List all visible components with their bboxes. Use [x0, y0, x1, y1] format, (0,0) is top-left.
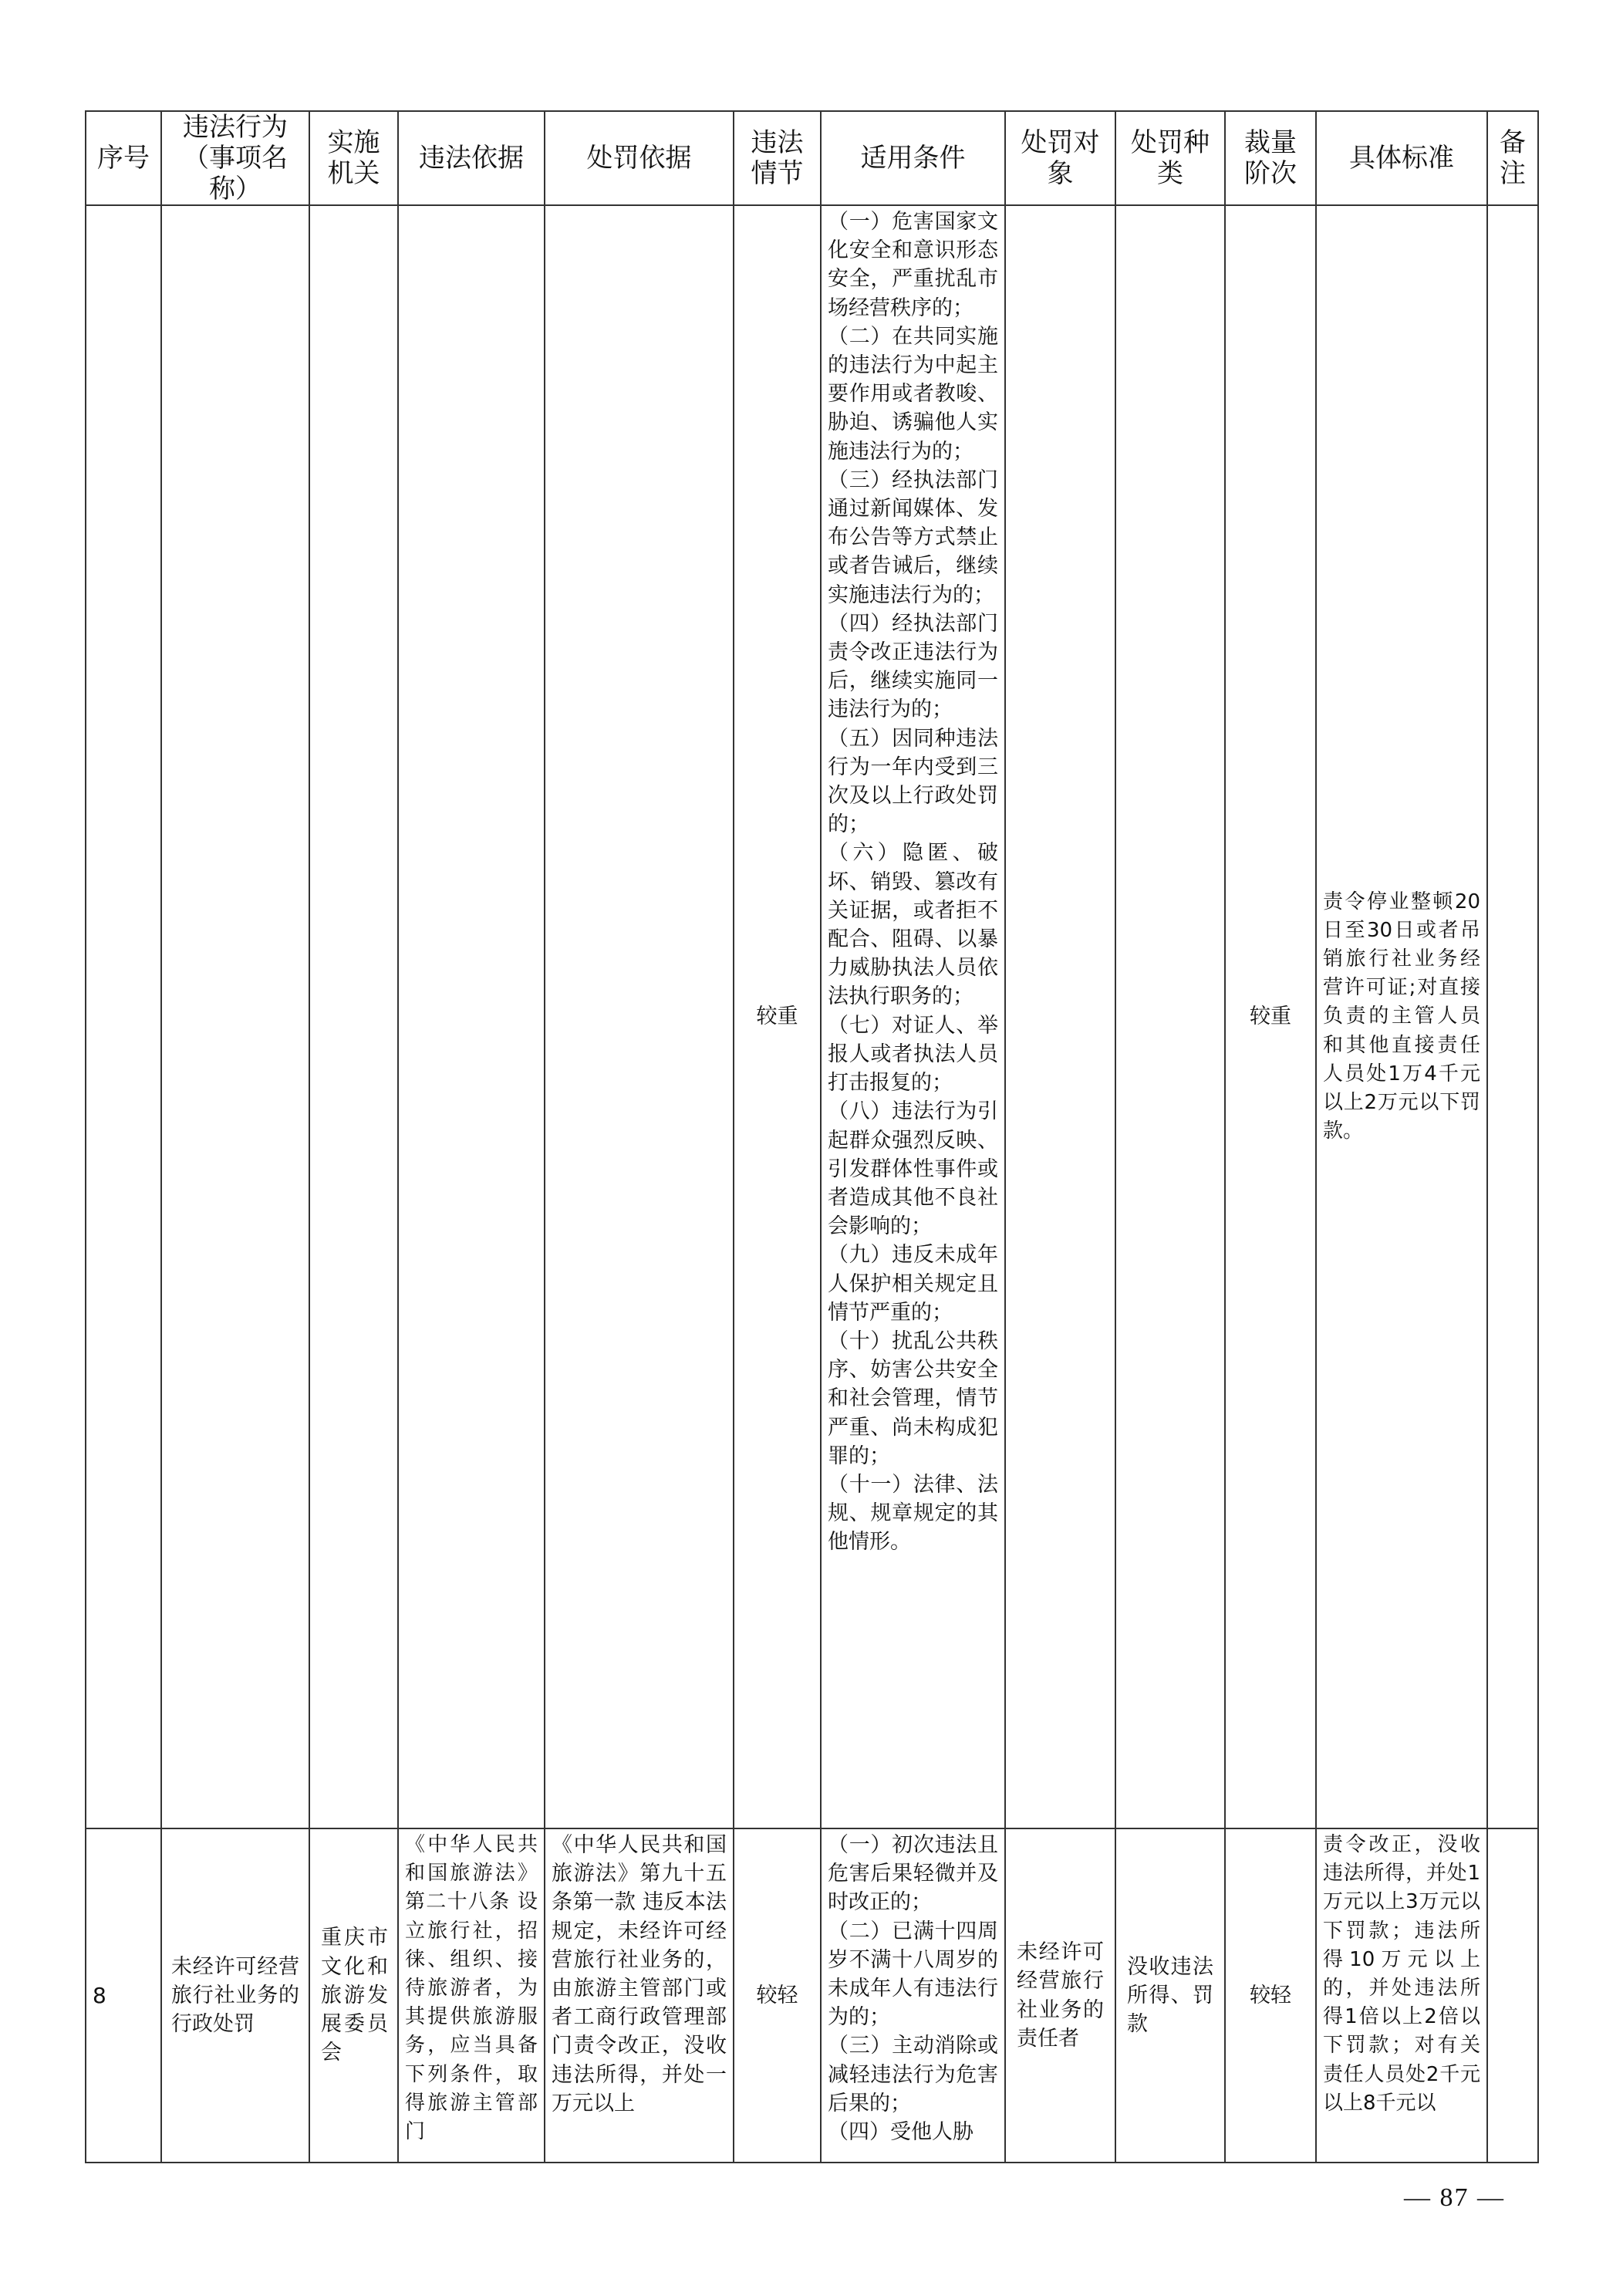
header-conditions: 适用条件 — [821, 111, 1005, 205]
cell-standard: 责令停业整顿20日至30日或者吊销旅行社业务经营许可证;对直接负责的主管人员和其他直接责任人员处1万4千元以上2万元以下罚款。 — [1316, 205, 1487, 1828]
page-number: — 87 — — [1404, 2183, 1505, 2212]
cell-remarks — [1487, 1828, 1538, 2163]
cell-standard: 责令改正，没收违法所得，并处1万元以上3万元以下罚款；违法所得10万元以上的，并处违法所得1倍以上2倍以下罚款；对有关责任人员处2千元以上8千元以 — [1316, 1828, 1487, 2163]
cell-level: 较重 — [1225, 205, 1316, 1828]
header-penalty-type: 处罚种类 — [1115, 111, 1225, 205]
condition-item: （十一）法律、法规、规章规定的其他情形。 — [828, 1472, 998, 1555]
header-penalty-basis: 处罚依据 — [545, 111, 734, 205]
condition-item: （五）因同种违法行为一年内受到三次及以上行政处罚的； — [828, 726, 998, 837]
condition-item: （六）隐匿、破坏、销毁、篡改有关证据，或者拒不配合、阻碍、以暴力威胁执法人员依法执行职务的； — [828, 841, 998, 1009]
condition-item: （八）违法行为引起群众强烈反映、引发群体性事件或者造成其他不良社会影响的； — [828, 1099, 998, 1239]
header-row — [86, 111, 1538, 205]
cell-penalty-basis — [545, 205, 734, 1828]
condition-item: （十）扰乱公共秩序、妨害公共安全和社会管理，情节严重、尚未构成犯罪的； — [828, 1329, 998, 1468]
condition-item: （一）危害国家文化安全和意识形态安全，严重扰乱市场经营秩序的； — [828, 210, 998, 320]
penalty-discretion-table — [85, 110, 1539, 2163]
header-target: 处罚对象 — [1005, 111, 1115, 205]
cell-index — [86, 205, 161, 1828]
cell-behavior: 未经许可经营旅行社业务的行政处罚 — [161, 1828, 309, 2163]
conditions-list — [822, 206, 1004, 1557]
condition-item: （九）违反未成年人保护相关规定且情节严重的； — [828, 1243, 998, 1325]
header-behavior: 违法行为（事项名称） — [161, 111, 309, 205]
cell-agency: 重庆市文化和旅游发展委员会 — [309, 1828, 398, 2163]
condition-item: （七）对证人、举报人或者执法人员打击报复的； — [828, 1013, 998, 1096]
cell-penalty-type — [1115, 205, 1225, 1828]
header-remarks: 备注 — [1487, 111, 1538, 205]
condition-item: （四）受他人胁 — [828, 2120, 973, 2145]
cell-conditions — [821, 205, 1005, 1828]
cell-penalty-basis: 《中华人民共和国旅游法》第九十五条第一款 违反本法规定，未经许可经营旅行社业务的，由旅游主管部门或者工商行政管理部门责令改正，没收违法所得，并处一万元以上 — [545, 1828, 734, 2163]
conditions-list — [822, 1829, 1004, 2146]
table-row — [86, 1828, 1538, 2163]
cell-conditions — [821, 1828, 1005, 2163]
cell-index: 8 — [86, 1828, 161, 2163]
table-row — [86, 205, 1538, 1828]
header-violation-basis: 违法依据 — [398, 111, 545, 205]
cell-violation-basis — [398, 205, 545, 1828]
header-circumstance: 违法情节 — [734, 111, 821, 205]
condition-item: （三）经执法部门通过新闻媒体、发布公告等方式禁止或者告诫后，继续实施违法行为的； — [828, 468, 998, 607]
header-agency: 实施机关 — [309, 111, 398, 205]
condition-item: （四）经执法部门责令改正违法行为后，继续实施同一违法行为的； — [828, 611, 998, 722]
header-index: 序号 — [86, 111, 161, 205]
cell-target: 未经许可经营旅行社业务的责任者 — [1005, 1828, 1115, 2163]
cell-circumstance: 较轻 — [734, 1828, 821, 2163]
header-standard: 具体标准 — [1316, 111, 1487, 205]
cell-agency — [309, 205, 398, 1828]
cell-circumstance: 较重 — [734, 205, 821, 1828]
header-level: 裁量阶次 — [1225, 111, 1316, 205]
cell-remarks — [1487, 205, 1538, 1828]
cell-penalty-type: 没收违法所得、罚款 — [1115, 1828, 1225, 2163]
condition-item: （二）已满十四周岁不满十八周岁的未成年人有违法行为的； — [828, 1919, 998, 2030]
cell-violation-basis: 《中华人民共和国旅游法》第二十八条 设立旅行社，招徕、组织、接待旅游者，为其提供旅游服务，应当具备下列条件，取得旅游主管部门 — [398, 1828, 545, 2163]
cell-behavior — [161, 205, 309, 1828]
condition-item: （一）初次违法且危害后果轻微并及时改正的； — [828, 1833, 998, 1915]
condition-item: （二）在共同实施的违法行为中起主要作用或者教唆、胁迫、诱骗他人实施违法行为的； — [828, 324, 998, 464]
condition-item: （三）主动消除或减轻违法行为危害后果的； — [828, 2034, 998, 2115]
cell-level: 较轻 — [1225, 1828, 1316, 2163]
cell-target — [1005, 205, 1115, 1828]
